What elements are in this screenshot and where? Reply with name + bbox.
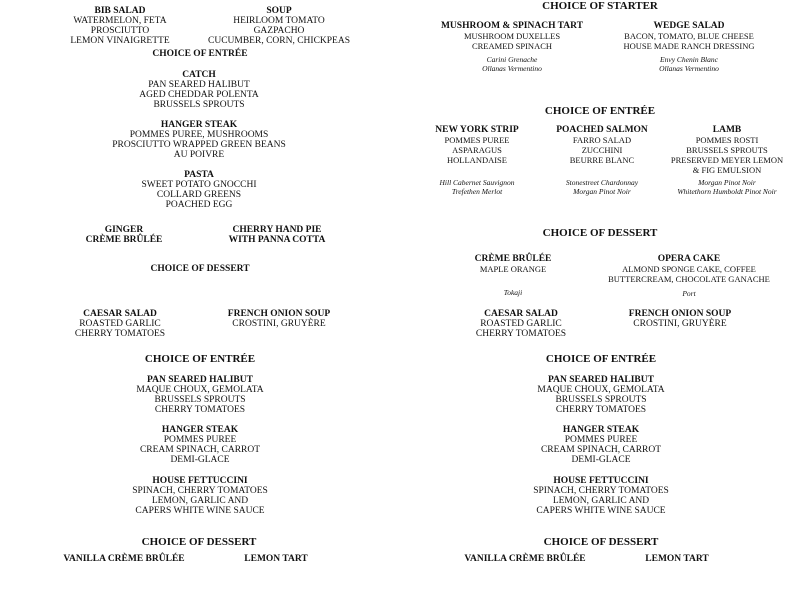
item-line: SWEET POTATO GNOCCHI <box>141 180 257 190</box>
soup-item <box>208 6 350 46</box>
item-line: COLLARD GREENS <box>156 190 242 200</box>
item-line: CREAM SPINACH, CARROT <box>139 445 261 455</box>
item-line: LEMON VINAIGRETTE <box>70 36 170 46</box>
item-title: OPERA CAKE <box>657 254 721 264</box>
lemon-tart-item: LEMON TART <box>244 554 308 564</box>
section-heading: CHOICE OF DESSERT <box>543 536 659 548</box>
item-title: MUSHROOM & SPINACH TART <box>440 21 584 31</box>
item-title: HANGER STEAK <box>160 120 238 130</box>
item-title: CATCH <box>182 70 216 80</box>
french-onion-soup-item <box>629 309 731 329</box>
item-line: BRUSSELS SPROUTS <box>555 395 647 405</box>
item-title: HANGER STEAK <box>161 425 239 435</box>
item-line: POACHED EGG <box>165 200 233 210</box>
item-line: ASPARAGUS <box>452 145 502 155</box>
item-line: PROSCIUTTO <box>90 26 150 36</box>
item-line: MAQUE CHOUX, GEMOLATA <box>136 385 264 395</box>
item-title: FRENCH ONION SOUP <box>628 309 732 319</box>
caesar-salad-item <box>476 309 566 339</box>
item-line: CROSTINI, GRUYÈRE <box>633 319 727 329</box>
section-heading: CHOICE OF DESSERT <box>141 536 257 548</box>
item-line: POMMES PUREE <box>163 435 237 445</box>
wine-pairing: Ollanas Vermentino <box>659 63 719 73</box>
item-line: CROSTINI, GRUYÈRE <box>232 319 326 329</box>
item-line: CHERRY HAND PIE <box>232 225 322 235</box>
item-line: BACON, TOMATO, BLUE CHEESE <box>624 31 754 41</box>
section-heading: CHOICE OF ENTRÉE <box>545 353 657 365</box>
section-heading: CHOICE OF ENTRÉE <box>152 49 248 59</box>
item-title: CAESAR SALAD <box>484 309 558 319</box>
item-line: AU POIVRE <box>173 150 225 160</box>
item-line: GAZPACHO <box>253 26 305 36</box>
item-title: HOUSE FETTUCCINI <box>152 476 248 486</box>
wine-pairing: Whitethorn Humboldt Pinot Noir <box>677 186 777 196</box>
opera-cake-item <box>608 254 770 299</box>
creme-brulee-item <box>475 254 552 298</box>
item-title: BIB SALAD <box>94 6 146 16</box>
item-title: SOUP <box>266 6 292 16</box>
poached-salmon-item <box>556 125 648 196</box>
item-title: LAMB <box>712 125 742 135</box>
item-line: BEURRE BLANC <box>569 155 635 165</box>
item-line: WITH PANNA COTTA <box>228 235 326 245</box>
vanilla-creme-item: VANILLA CRÈME BRÛLÉE <box>63 554 185 564</box>
item-title: WEDGE SALAD <box>653 21 725 31</box>
item-line: AGED CHEDDAR POLENTA <box>139 90 259 100</box>
caesar-salad-item <box>75 309 165 339</box>
hanger-steak-item <box>541 425 661 465</box>
cherry-pie-item <box>229 225 326 245</box>
item-line: LEMON, GARLIC AND <box>552 496 650 506</box>
item-title: CRÈME BRÛLÉE <box>474 254 552 264</box>
item-line: POMMES ROSTI <box>695 135 759 145</box>
item-line: CAPERS WHITE WINE SAUCE <box>135 506 265 516</box>
item-line: PRESERVED MEYER LEMON <box>670 155 784 165</box>
halibut-item <box>136 375 263 415</box>
ginger-creme-item <box>86 225 163 245</box>
pasta-item <box>141 170 256 210</box>
catch-item <box>139 70 259 110</box>
wine-pairing: Stonestreet Chardonnay <box>565 178 639 187</box>
item-line: BUTTERCREAM, CHOCOLATE GANACHE <box>608 274 770 284</box>
item-line: BRUSSELS SPROUTS <box>686 145 768 155</box>
wine-pairing: Morgan Pinot Noir <box>698 178 756 187</box>
hanger-steak-item <box>140 425 260 465</box>
item-line: GINGER <box>104 225 144 235</box>
item-line: ZUCCHINI <box>581 145 623 155</box>
wine-pairing: Trefethen Merlot <box>451 186 503 196</box>
item-line: CUCUMBER, CORN, CHICKPEAS <box>208 36 350 46</box>
bib-salad-item <box>70 6 169 46</box>
wine-pairing: Morgan Pinot Noir <box>573 186 631 196</box>
item-line: CHERRY TOMATOES <box>475 329 567 339</box>
item-line: POMMES PUREE <box>564 435 638 445</box>
item-line: ALMOND SPONGE CAKE, COFFEE <box>622 264 756 274</box>
item-line: PAN SEARED HALIBUT <box>148 80 250 90</box>
vanilla-creme-item: VANILLA CRÈME BRÛLÉE <box>464 554 586 564</box>
item-line: WATERMELON, FETA <box>73 16 167 26</box>
item-line: FARRO SALAD <box>572 135 632 145</box>
item-title: CAESAR SALAD <box>83 309 157 319</box>
item-line: HOLLANDAISE <box>447 155 507 165</box>
item-line: CHERRY TOMATOES <box>154 405 246 415</box>
wine-pairing: Carini Grenache <box>486 55 538 64</box>
item-title: PAN SEARED HALIBUT <box>147 375 253 385</box>
item-line: CHERRY TOMATOES <box>74 329 166 339</box>
lemon-tart-item: LEMON TART <box>645 554 709 564</box>
section-heading: CHOICE OF ENTRÉE <box>144 353 256 365</box>
item-title: PASTA <box>184 170 214 180</box>
item-line: CRÈME BRÛLÉE <box>85 235 163 245</box>
halibut-item <box>537 375 664 415</box>
section-heading: CHOICE OF ENTRÉE <box>544 105 656 117</box>
item-line: ROASTED GARLIC <box>79 319 161 329</box>
item-line: CREAMED SPINACH <box>471 41 553 51</box>
item-line: MAQUE CHOUX, GEMOLATA <box>537 385 665 395</box>
fettuccini-item <box>132 476 268 516</box>
ny-strip-item <box>435 125 518 196</box>
item-line: ROASTED GARLIC <box>480 319 562 329</box>
item-line: HEIRLOOM TOMATO <box>233 16 325 26</box>
item-line: DEMI-GLACE <box>170 455 230 465</box>
mushroom-tart-item <box>441 21 583 73</box>
item-title: PAN SEARED HALIBUT <box>548 375 654 385</box>
item-line: HOUSE MADE RANCH DRESSING <box>623 41 755 51</box>
item-title: FRENCH ONION SOUP <box>227 309 331 319</box>
section-heading: CHOICE OF DESSERT <box>150 264 250 274</box>
item-line: SPINACH, CHERRY TOMATOES <box>132 486 268 496</box>
wine-pairing: Port <box>682 289 696 298</box>
wedge-salad-item <box>623 21 754 73</box>
lamb-item <box>671 125 783 196</box>
item-title: HOUSE FETTUCCINI <box>553 476 649 486</box>
french-onion-soup-item <box>228 309 330 329</box>
item-title: NEW YORK STRIP <box>435 125 519 135</box>
section-heading: CHOICE OF STARTER <box>542 0 658 12</box>
item-line: POMMES PUREE <box>444 135 510 145</box>
item-line: MAPLE ORANGE <box>479 264 547 274</box>
wine-pairing: Hill Cabernet Sauvignon <box>439 178 515 187</box>
item-line: BRUSSELS SPROUTS <box>154 395 246 405</box>
item-line: SPINACH, CHERRY TOMATOES <box>533 486 669 496</box>
item-line: CREAM SPINACH, CARROT <box>540 445 662 455</box>
item-title: HANGER STEAK <box>562 425 640 435</box>
item-line: LEMON, GARLIC AND <box>151 496 249 506</box>
item-line: CHERRY TOMATOES <box>555 405 647 415</box>
hanger-steak-item <box>112 120 286 160</box>
item-line: BRUSSELS SPROUTS <box>153 100 245 110</box>
fettuccini-item <box>533 476 669 516</box>
item-title: POACHED SALMON <box>556 125 648 135</box>
item-line: CAPERS WHITE WINE SAUCE <box>536 506 666 516</box>
item-line: & FIG EMULSION <box>692 165 762 175</box>
wine-pairing: Tokaji <box>503 288 523 297</box>
section-heading: CHOICE OF DESSERT <box>542 227 658 239</box>
wine-pairing: Envy Chenin Blanc <box>660 55 718 64</box>
item-line: POMMES PUREE, MUSHROOMS <box>129 130 269 140</box>
item-line: PROSCIUTTO WRAPPED GREEN BEANS <box>112 140 286 150</box>
item-line: MUSHROOM DUXELLES <box>463 31 561 41</box>
item-line: DEMI-GLACE <box>571 455 631 465</box>
wine-pairing: Ollanas Vermentino <box>482 63 542 73</box>
